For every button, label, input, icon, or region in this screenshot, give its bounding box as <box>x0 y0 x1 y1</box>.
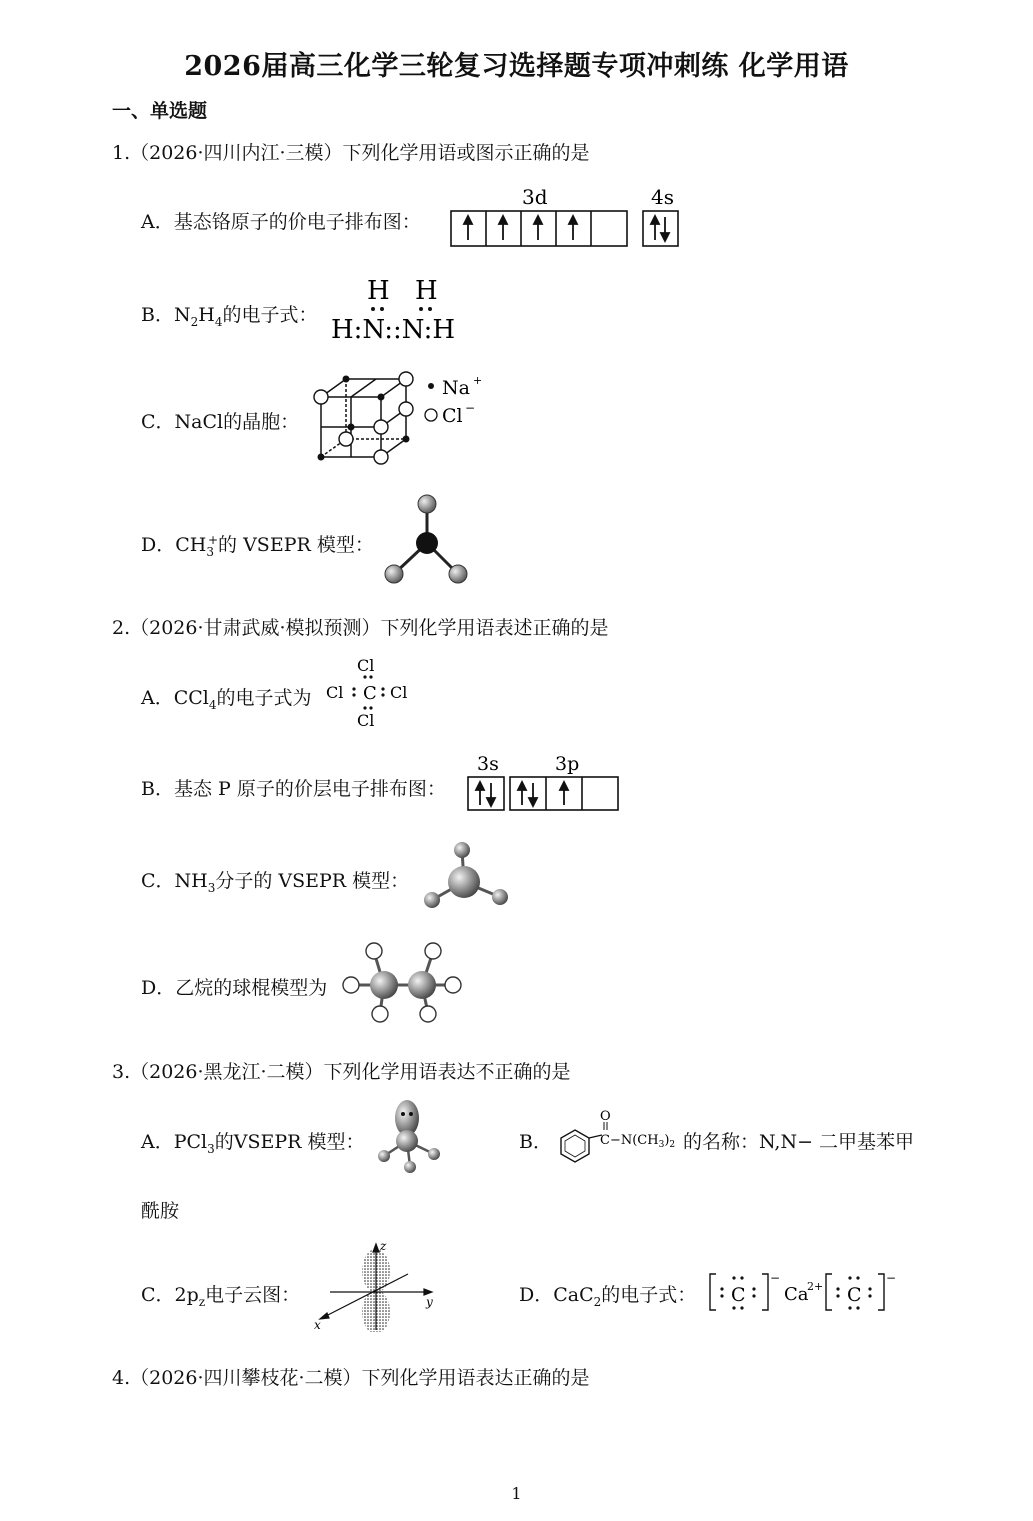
question-4-stem: 4.（2026·四川攀枝花·二模）下列化学用语表达正确的是 <box>112 1367 590 1389</box>
orbital-label-4s: 4s <box>651 185 674 209</box>
svg-text:Cl: Cl <box>357 656 375 675</box>
q2-option-d: D．乙烷的球棍模型为 <box>141 977 328 999</box>
orbital-label-3s: 3s <box>477 753 499 775</box>
q2-option-c: C．$NH_3$分子的 VSEPR 模型： <box>141 870 410 895</box>
q1-a-arrows <box>464 216 669 241</box>
q3-option-c: C．$2p_z$电子云图： <box>141 1284 301 1309</box>
axis-x: x <box>314 1318 321 1332</box>
q1-d-vsepr-model <box>376 488 476 588</box>
q3-b-structure <box>552 1106 682 1168</box>
q2-a-ccl4-formula <box>324 652 416 732</box>
q3-option-b-continuation: 酰胺 <box>141 1200 180 1222</box>
svg-text:C: C <box>731 1284 746 1306</box>
q1-c-nacl-cell <box>310 366 500 470</box>
svg-text:−: − <box>886 1271 897 1285</box>
q1-option-c: C．NaCl的晶胞： <box>141 411 300 433</box>
q1-option-a: A．基态铬原子的价电子排布图： <box>141 211 421 233</box>
q3-a-pcl3-model <box>372 1096 452 1176</box>
carbonyl-oxygen: O <box>600 1109 611 1124</box>
amide-formula: $C-N(CH_3)_2$ <box>600 1133 676 1150</box>
svg-text:Cl: Cl <box>326 683 344 702</box>
svg-text:Cl: Cl <box>357 711 375 730</box>
legend-cl: Cl <box>442 405 463 427</box>
svg-text:+: + <box>473 374 483 387</box>
q2-option-b: B．基态 P 原子的价层电子排布图： <box>141 778 446 800</box>
question-2-stem: 2.（2026·甘肃武威·模拟预测）下列化学用语表述正确的是 <box>112 617 609 639</box>
question-1-stem: 1.（2026·四川内江·三模）下列化学用语或图示正确的是 <box>112 142 590 164</box>
q3-c-pz-orbital <box>310 1238 440 1332</box>
svg-text:C: C <box>363 683 377 704</box>
legend-na: Na <box>442 377 470 399</box>
q2-d-ethane-model <box>340 938 468 1028</box>
n2h4-row: H:N::N:H <box>331 315 456 344</box>
q3-option-b-label: B． <box>519 1131 552 1153</box>
q3-option-b-text: 的名称：N,N− 二甲基苯甲 <box>683 1131 915 1153</box>
q1-a-orbital-diagram <box>446 182 686 250</box>
svg-text:Ca: Ca <box>784 1284 809 1305</box>
q1-b-electron-formula <box>328 272 488 344</box>
q2-b-orbital-diagram <box>464 750 628 814</box>
question-3-stem: 3.（2026·黑龙江·二模）下列化学用语表达不正确的是 <box>112 1061 571 1083</box>
q2-c-nh3-model <box>418 838 514 916</box>
svg-text:−: − <box>465 401 476 415</box>
page-number: 1 <box>511 1484 522 1503</box>
axis-y: y <box>426 1295 433 1309</box>
orbital-label-3d: 3d <box>522 185 548 209</box>
orbital-label-3p: 3p <box>555 753 580 775</box>
q3-option-a: A．PCl$_3$的VSEPR 模型： <box>141 1131 365 1156</box>
hydrogen-top-2: H <box>415 276 438 306</box>
hydrogen-top-1: H <box>367 276 390 306</box>
q1-option-b: B．$N_2H_4$的电子式： <box>141 304 318 329</box>
section-heading: 一、单选题 <box>112 100 208 122</box>
q1-option-d: D．$CH_3^+$的 VSEPR 模型： <box>141 532 374 559</box>
svg-text:2+: 2+ <box>807 1280 824 1293</box>
svg-text:C: C <box>847 1284 862 1306</box>
svg-text:Cl: Cl <box>390 683 408 702</box>
page-title: 2026届高三化学三轮复习选择题专项冲刺练 化学用语 <box>184 51 849 82</box>
svg-text:−: − <box>770 1271 781 1285</box>
q2-option-a: A．CCl$_4$的电子式为 <box>141 687 312 712</box>
q3-option-d: D．CaC$_2$的电子式： <box>519 1284 697 1309</box>
q3-d-cac2-formula <box>704 1268 900 1318</box>
axis-z: z <box>380 1239 387 1253</box>
